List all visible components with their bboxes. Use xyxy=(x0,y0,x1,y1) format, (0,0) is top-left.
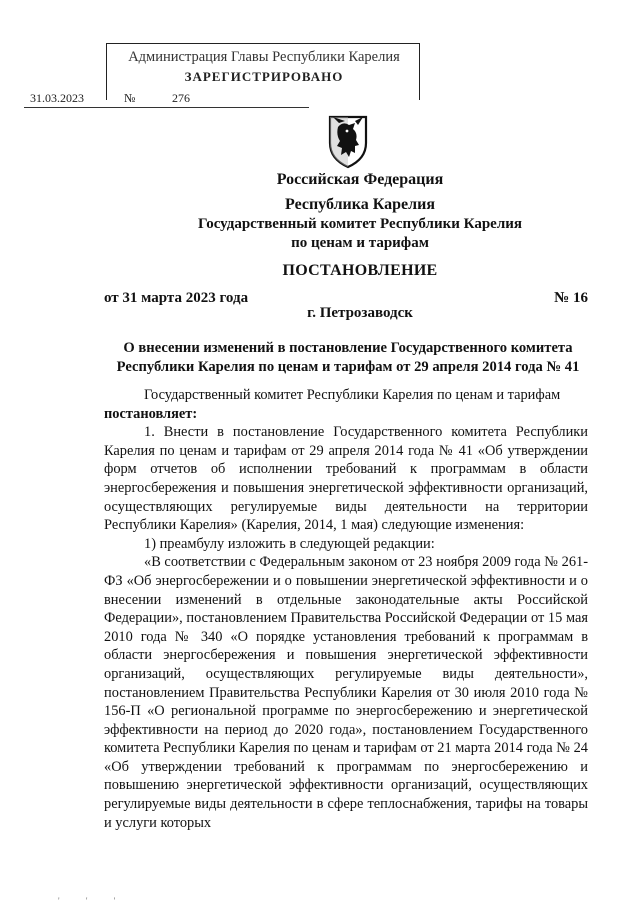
document-title: О внесении изменений в постановление Государственного комитета Республики Карелия по ценам и тарифам от 29 апреля 2014 года № 41 xyxy=(116,340,580,375)
stamp-date: 31.03.2023 xyxy=(30,91,84,105)
document-date: от 31 марта 2023 года xyxy=(104,290,249,306)
decree-word: постановляет: xyxy=(104,405,198,422)
stamp-number-sign: № xyxy=(124,91,136,105)
paragraph-item-1: 1. Внести в постановление Государственного комитета Республики Карелия по ценам и тарифам от 29 апреля 2014 года № 41 «Об утверждении форм отчетов об исполнении требований к программам в области энергосбережения и повышения энергетической эффективности организаций, осуществляющих регулируемые виды деятельности на территории Республики Карелия» (Карелия, 2014, 1 мая) следующие изменения: xyxy=(104,424,588,534)
intro-text: Государственный комитет Республики Карелия по ценам и тарифам xyxy=(144,387,561,403)
document-type: ПОСТАНОВЛЕНИЕ xyxy=(282,262,438,279)
document-number: № 16 xyxy=(554,290,588,306)
document-body xyxy=(104,386,588,832)
agency-heading: Государственный комитет Республики Карелия xyxy=(198,216,522,232)
country-heading: Российская Федерация xyxy=(276,171,444,188)
stamp-authority: Администрация Главы Республики Карелия xyxy=(128,49,400,65)
paragraph-intro xyxy=(104,386,588,405)
stamp-number: 276 xyxy=(172,91,190,105)
scan-marks: ' ' ' xyxy=(58,896,128,906)
paragraph-decree xyxy=(104,405,588,424)
paragraph-item-1-1: 1) преамбулу изложить в следующей редакции: xyxy=(144,535,435,552)
stamp-registration-line xyxy=(24,91,309,108)
republic-heading: Республика Карелия xyxy=(285,196,435,213)
document-city: г. Петрозаводск xyxy=(307,305,413,321)
stamp-registered: ЗАРЕГИСТРИРОВАНО xyxy=(184,69,344,84)
paragraph-quote: «В соответствии с Федеральным законом от 23 ноября 2009 года № 261-ФЗ «Об энергосбережении и о повышении энергетической эффективности и о внесении изменений в отдельные законодательные акты Российской Федерации», постановлением Правительства Российской Федерации от 15 мая 2010 года № 340 «О порядке установления требований к программам в области энергосбережения и повышения энергетической эффективности организаций, осуществляющих регулируемые виды деятельности», постановлением Правительства Республики Карелия от 30 июля 2010 года № 156-П «О региональной программе по энергосбережению и энергетической эффективности на период до 2020 года», постановлением Государственного комитета Республики Карелия по ценам и тарифам от 21 марта 2014 года № 24 «Об утверждении требований к программам по энергосбережению и повышению энергетической эффективности организаций, осуществляющих регулируемые виды деятельности в сфере теплоснабжения, тарифы на товары и услуги которых xyxy=(104,554,588,831)
agency-heading-line2: по ценам и тарифам xyxy=(291,235,429,251)
coat-of-arms-icon xyxy=(325,113,371,169)
